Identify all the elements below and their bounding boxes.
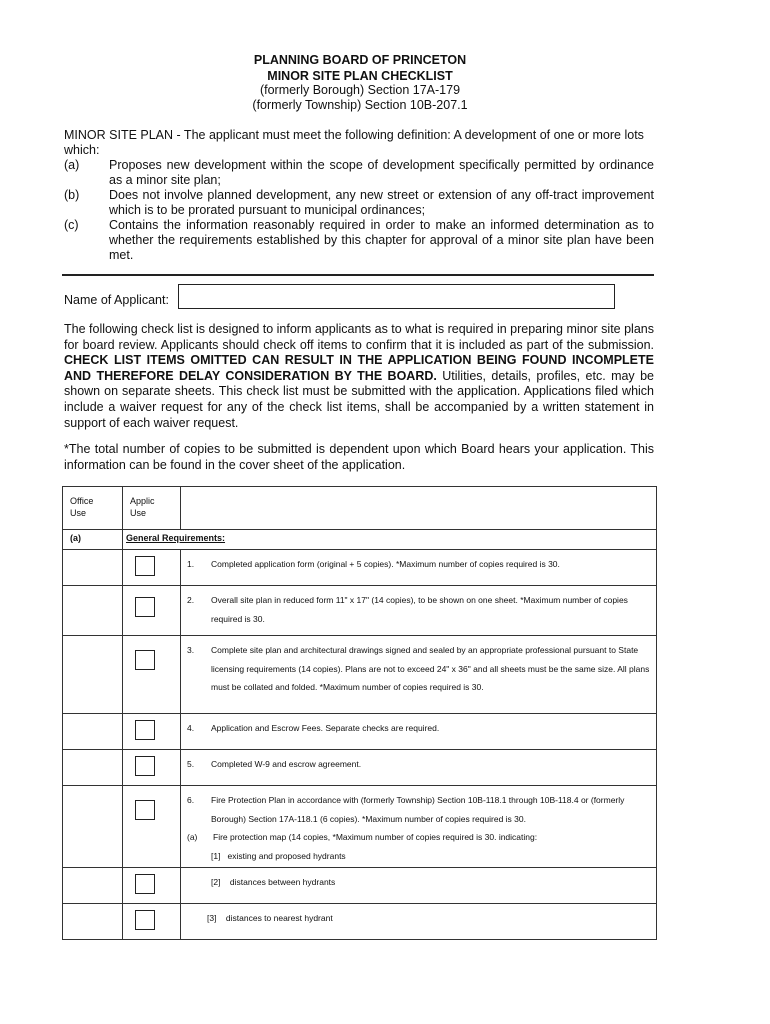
- item-text: distances to nearest hydrant: [225, 913, 333, 923]
- instructions-text-a: The following check list is designed to inform applicants as to what is required in preparing minor site plans for board review. Applicants should check off items to confirm that it is included as part of the submission.: [64, 322, 654, 352]
- office-use-cell: [63, 550, 123, 586]
- sub-item-text: Fire protection map (14 copies, *Maximum number of copies required is 30. indicating:: [213, 832, 538, 842]
- definition-item-text: Does not involve planned development, any new street or extension of any off-tract improvement which is to be prorated pursuant to municipal ordinances;: [109, 188, 654, 217]
- item-cell: [181, 636, 657, 714]
- item-checkbox[interactable]: [135, 910, 155, 930]
- checklist-table: [62, 486, 657, 940]
- sub-item-label: (a): [187, 832, 198, 842]
- description-header: [181, 487, 657, 530]
- borough-section: (formerly Borough) Section 17A-179: [259, 83, 461, 97]
- item-text: Completed application form (original + 5 copies). *Maximum number of copies required is 30.: [211, 559, 560, 569]
- instructions-paragraph: [64, 322, 654, 431]
- item-checkbox[interactable]: [135, 756, 155, 776]
- applicant-check-cell: [123, 904, 181, 940]
- applicant-name-label: Name of Applicant:: [64, 293, 169, 307]
- instructions-warning: CHECK LIST ITEMS OMITTED CAN RESULT IN THE APPLICATION BEING FOUND INCOMPLETE AND THEREFORE DELAY CONSIDERATION BY THE BOARD.: [64, 353, 654, 383]
- instructions-text-b: Utilities, details, profiles, etc. may be shown on separate sheets. This check list must be submitted with the application. Applications filed which include a waiver request for any of the check list items, shall be accompanied by a written statement in support of each waiver request.: [64, 368, 654, 430]
- applicant-check-cell: [123, 868, 181, 904]
- section-label: (a): [63, 530, 123, 550]
- item-cell: [181, 550, 657, 586]
- applicant-check-cell: [123, 786, 181, 868]
- table-row: [63, 904, 657, 940]
- table-row: [63, 550, 657, 586]
- applicant-use-header: [123, 487, 181, 530]
- applicant-check-cell: [123, 636, 181, 714]
- item-checkbox[interactable]: [135, 800, 155, 820]
- item-text: distances between hydrants: [229, 877, 336, 887]
- applicant-check-cell: [123, 750, 181, 786]
- item-number: 5.: [187, 759, 195, 769]
- office-use-header: [63, 487, 123, 530]
- sub-item-label: [1]: [211, 850, 221, 861]
- item-cell: [181, 714, 657, 750]
- office-use-line2: Use: [70, 508, 87, 518]
- item-number: 4.: [187, 723, 195, 733]
- item-checkbox[interactable]: [135, 597, 155, 617]
- office-use-cell: [63, 904, 123, 940]
- table-row: [63, 714, 657, 750]
- sub-item-text: existing and proposed hydrants: [227, 850, 346, 861]
- table-row: [63, 750, 657, 786]
- item-number: 6.: [187, 795, 195, 805]
- definition-item-text: Contains the information reasonably required in order to make an informed determination as to whether the requirements established by this chapter for approval of a minor site plan have been met.: [109, 218, 654, 262]
- definition-item-label: (c): [64, 218, 79, 232]
- table-header-row: [63, 487, 657, 530]
- applicant-use-line1: Applic: [130, 496, 155, 506]
- applicant-check-cell: [123, 714, 181, 750]
- office-use-cell: [63, 786, 123, 868]
- applicant-name-field[interactable]: [178, 284, 615, 309]
- table-row: [63, 636, 657, 714]
- item-number: [2]: [211, 877, 221, 887]
- copies-note: *The total number of copies to be submitted is dependent upon which Board hears your application. This information can be found in the cover sheet of the application.: [64, 442, 654, 472]
- table-row: [63, 786, 657, 868]
- item-text: Complete site plan and architectural drawings signed and sealed by an appropriate professional pursuant to State licensing requirements (14 copies). Plans are not to exceed 24" x 36" and all sheets must be the same size. All plans must be collated and folded. *Maximum number of copies required is 30.: [211, 645, 650, 692]
- checklist-title: MINOR SITE PLAN CHECKLIST: [267, 69, 453, 83]
- applicant-check-cell: [123, 550, 181, 586]
- item-number: 2.: [187, 595, 195, 605]
- item-cell: [181, 786, 657, 868]
- item-cell: [181, 868, 657, 904]
- table-row: [63, 868, 657, 904]
- applicant-check-cell: [123, 586, 181, 636]
- item-checkbox[interactable]: [135, 874, 155, 894]
- office-use-cell: [63, 868, 123, 904]
- township-section: (formerly Township) Section 10B-207.1: [252, 98, 468, 112]
- item-text: Completed W-9 and escrow agreement.: [211, 759, 362, 769]
- board-title: PLANNING BOARD OF PRINCETON: [253, 53, 467, 67]
- item-number: [3]: [207, 913, 217, 923]
- definition-item-label: (a): [64, 158, 80, 172]
- office-use-cell: [63, 636, 123, 714]
- item-cell: [181, 904, 657, 940]
- item-text: Application and Escrow Fees. Separate checks are required.: [211, 723, 440, 733]
- item-cell: [181, 586, 657, 636]
- section-divider: [62, 274, 654, 276]
- office-use-cell: [63, 586, 123, 636]
- item-number: 3.: [187, 645, 195, 655]
- item-text: Fire Protection Plan in accordance with (formerly Township) Section 10B-118.1 through 10B-118.4 or (formerly Borough) Section 17A-118.1 (6 copies). *Maximum number of copies required is 30.: [211, 795, 625, 824]
- item-cell: [181, 750, 657, 786]
- item-checkbox[interactable]: [135, 650, 155, 670]
- office-use-cell: [63, 714, 123, 750]
- definition-item-text: Proposes new development within the scope of development specifically permitted by ordinance as a minor site plan;: [109, 158, 654, 187]
- item-number: 1.: [187, 559, 195, 569]
- office-use-line1: Office: [70, 496, 94, 506]
- table-row: [63, 586, 657, 636]
- definition-item-label: (b): [64, 188, 80, 202]
- applicant-use-line2: Use: [130, 508, 147, 518]
- item-text: Overall site plan in reduced form 11" x 17" (14 copies), to be shown on one sheet. *Maximum number of copies required is 30.: [211, 595, 628, 624]
- sub-item-a: [187, 828, 650, 847]
- section-title: General Requirements:: [123, 530, 657, 550]
- item-checkbox[interactable]: [135, 556, 155, 576]
- item-checkbox[interactable]: [135, 720, 155, 740]
- definition-intro: MINOR SITE PLAN - The applicant must meet the following definition: A development of one or more lots which:: [64, 128, 644, 157]
- office-use-cell: [63, 750, 123, 786]
- sub-item-1: [211, 847, 650, 866]
- section-heading-row: [63, 530, 657, 550]
